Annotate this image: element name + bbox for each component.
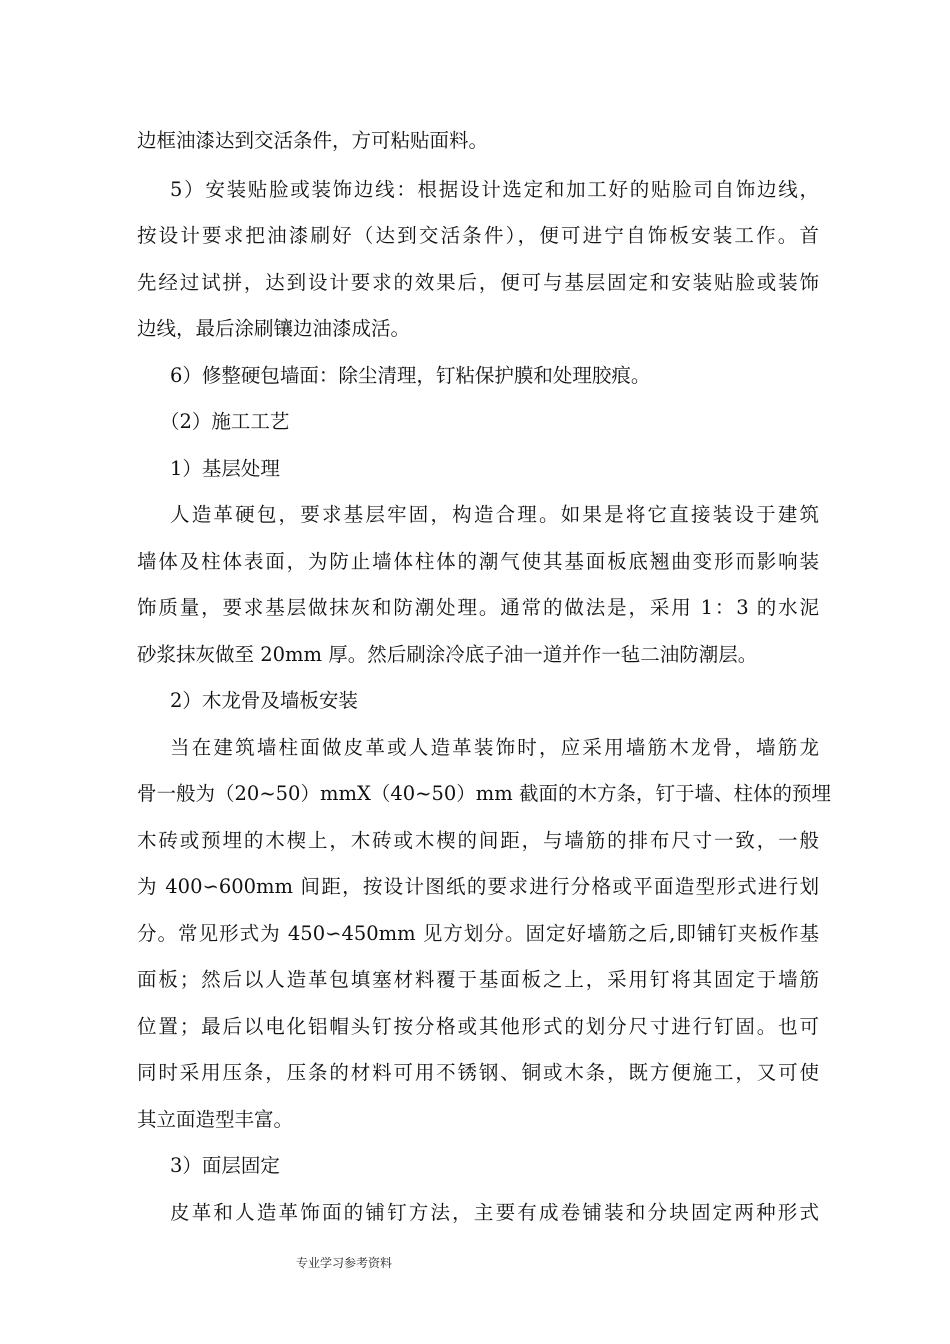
subsection-heading: 3）面层固定 [170,1154,280,1177]
paragraph-line: 皮革和人造革饰面的铺钉方法，主要有成卷铺装和分块固定两种形式 [170,1201,819,1224]
paragraph-line: 面板；然后以人造革包填塞材料覆于基面板之上，采用钉将其固定于墙筋 [137,968,819,991]
paragraph-line: 骨一般为（20~50）mmX（40~50）mm 截面的木方条，钉于墙、柱体的预埋 [137,782,831,805]
paragraph-line: 砂浆抹灰做至 20mm 厚。然后刷涂冷底子油一道并作一毡二油防潮层。 [137,643,758,666]
paragraph-line: 分。常见形式为 450∽450mm 见方划分。固定好墙筋之后,即铺钉夹板作基 [137,922,819,945]
paragraph-line: 6）修整硬包墙面：除尘清理，钉粘保护膜和处理胶痕。 [170,364,651,387]
paragraph-line: 当在建筑墙柱面做皮革或人造革装饰时，应采用墙筋木龙骨，墙筋龙 [170,736,819,759]
paragraph-line: 其立面造型丰富。 [137,1108,294,1131]
paragraph-line: 墙体及柱体表面，为防止墙体柱体的潮气使其基面板底翘曲变形而影响装 [137,550,819,573]
paragraph-line: 人造革硬包，要求基层牢固，构造合理。如果是将它直接装设于建筑 [170,503,819,526]
page-footer: 专业学习参考资料 [296,1256,393,1270]
paragraph-line: 边线，最后涂刷镶边油漆成活。 [137,317,411,340]
paragraph-line: 边框油漆达到交活条件，方可粘贴面料。 [137,129,489,152]
subsection-heading: 2）木龙骨及墙板安装 [170,689,358,712]
paragraph-line: 饰质量，要求基层做抹灰和防潮处理。通常的做法是，采用 1：3 的水泥 [137,596,819,619]
section-heading: （2）施工工艺 [160,410,290,433]
subsection-heading: 1）基层处理 [170,457,280,480]
paragraph-line: 位置；最后以电化铝帽头钉按分格或其他形式的划分尺寸进行钉固。也可 [137,1015,819,1038]
paragraph-line: 5）安装贴脸或装饰边线：根据设计选定和加工好的贴脸司自饰边线， [170,178,819,201]
paragraph-line: 为 400∽600mm 间距，按设计图纸的要求进行分格或平面造型形式进行划 [137,875,819,898]
paragraph-line: 木砖或预埋的木楔上，木砖或木楔的间距，与墙筋的排布尺寸一致，一般 [137,829,819,852]
paragraph-line: 同时采用压条，压条的材料可用不锈钢、铜或木条，既方便施工，又可使 [137,1061,819,1084]
paragraph-line: 先经过试拼，达到设计要求的效果后，便可与基层固定和安装贴脸或装饰 [137,271,819,294]
paragraph-line: 按设计要求把油漆刷好（达到交活条件），便可进宁自饰板安装工作。首 [137,224,819,247]
